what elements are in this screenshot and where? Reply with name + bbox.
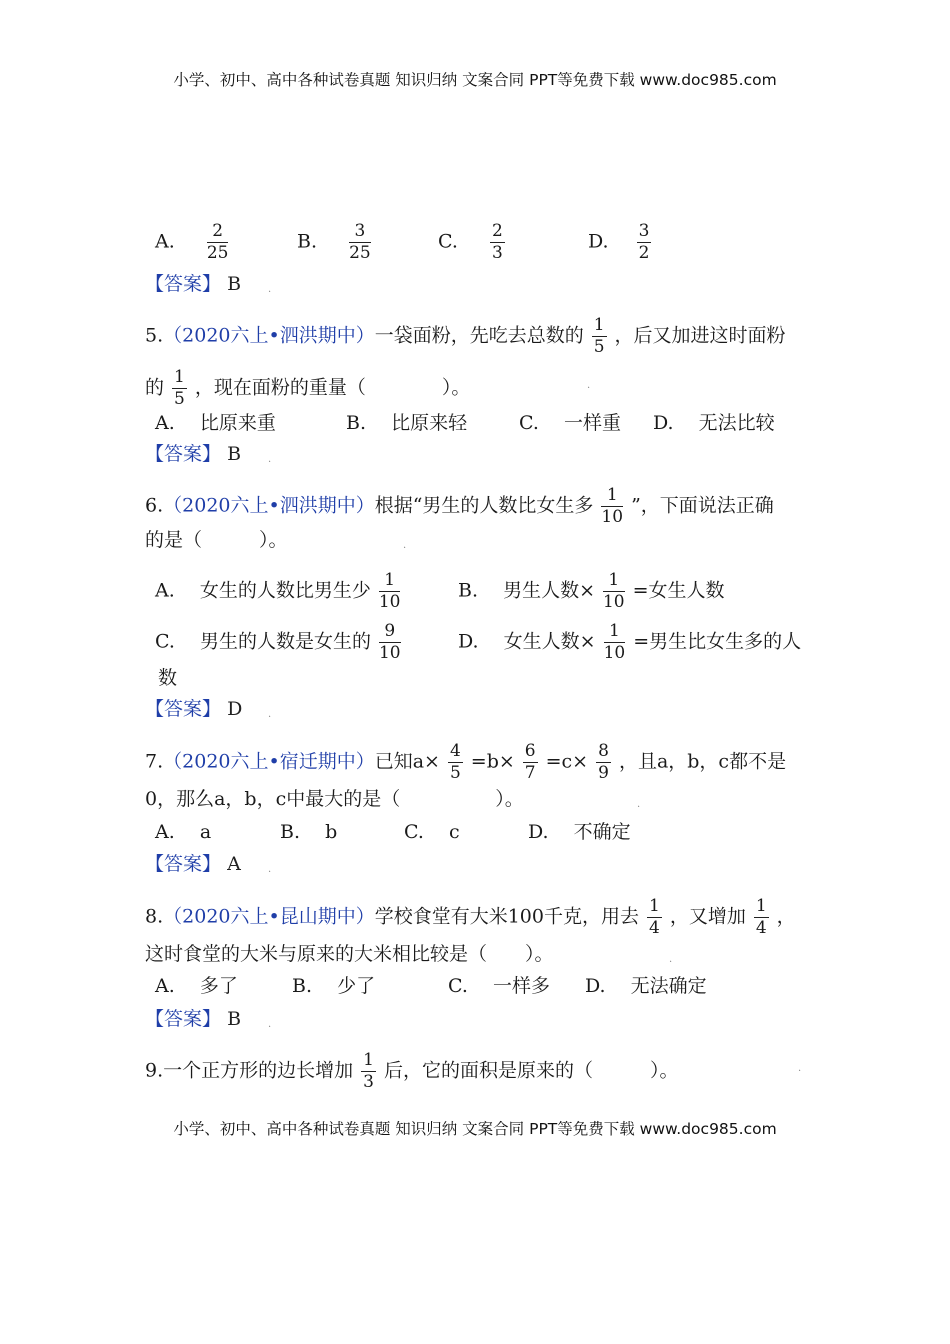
q8-line1: 8.（2020六上•昆山期中）学校食堂有大米100千克，用去 $\frac{1}{4}$ ，又增加 $\frac{1}{4}$ ， [145, 896, 796, 938]
fraction: $\frac{2}{3}$ [491, 221, 503, 263]
q6-answer: 【答案】 D [145, 698, 243, 720]
q6-option-b: B. 男生人数× $\frac{1}{10}$ =女生人数 [458, 570, 725, 612]
q7-answer: 【答案】 A [145, 853, 241, 875]
q5-line1: 5.（2020六上•泗洪期中）一袋面粉，先吃去总数的 $\frac{1}{5}$ ，后又加进这时面粉 [145, 315, 786, 357]
q6-option-a: A. 女生的人数比男生少 $\frac{1}{10}$ [155, 570, 401, 612]
q5-line2: 的 $\frac{1}{5}$ ，现在面粉的重量（ ）。 [145, 367, 471, 409]
q8-option-a: A. 多了 [155, 975, 238, 997]
q5-answer: 【答案】 B [145, 443, 242, 465]
fraction: $\frac{1}{5}$ [593, 315, 605, 357]
q7-option-a: A. a [155, 821, 212, 843]
fraction: $\frac{1}{4}$ [755, 896, 767, 938]
q5-option-b: B. 比原来轻 [346, 412, 468, 434]
q8-option-c: C. 一样多 [448, 975, 550, 997]
fraction: $\frac{9}{10}$ [378, 621, 401, 663]
q5-option-d: D. 无法比较 [653, 412, 775, 434]
q4-option-a: A. $\frac{2}{25}$ [155, 221, 229, 263]
fraction: $\frac{3}{25}$ [349, 221, 371, 263]
q4-answer: 【答案】 B [145, 273, 242, 295]
fraction: $\frac{1}{5}$ [174, 367, 185, 409]
q6-option-d-cont: 数 [158, 667, 178, 689]
q9-line1: 9.一个正方形的边长增加 $\frac{1}{3}$ 后，它的面积是原来的（ ）。 [145, 1050, 679, 1092]
fraction: $\frac{1}{3}$ [363, 1050, 374, 1092]
page-footer: 小学、初中、高中各种试卷真题 知识归纳 文案合同 PPT等免费下载 www.doc985.com [173, 1120, 777, 1138]
q8-option-d: D. 无法确定 [585, 975, 707, 997]
fraction: $\frac{1}{10}$ [602, 570, 625, 612]
q5-option-c: C. 一样重 [519, 412, 621, 434]
q6-line2: 的是（ ）。 [145, 529, 288, 551]
q8-answer: 【答案】 B [145, 1008, 242, 1030]
fraction: $\frac{6}{7}$ [524, 741, 536, 783]
q7-option-d: D. 不确定 [528, 821, 631, 843]
fraction: $\frac{8}{9}$ [598, 741, 609, 783]
q4-option-c: C. $\frac{2}{3}$ [438, 221, 503, 263]
q7-line2: 0，那么a，b，c中最大的是（ ）。 [145, 788, 524, 810]
q5-options: A. 比原来重 [155, 412, 276, 434]
q4-option-b: B. $\frac{3}{25}$ [297, 221, 371, 263]
q7-option-c: C. c [404, 821, 460, 843]
fraction: $\frac{2}{25}$ [206, 221, 229, 263]
q6-line1: 6.（2020六上•泗洪期中）根据“男生的人数比女生多 $\frac{1}{10}$ ”，下面说法正确 [145, 485, 774, 527]
q8-line2: 这时食堂的大米与原来的大米相比较是（ ）。 [145, 943, 554, 965]
q7-option-b: B. b [280, 821, 338, 843]
fraction: $\frac{1}{10}$ [601, 485, 624, 527]
fraction: $\frac{1}{10}$ [378, 570, 401, 612]
page-header: 小学、初中、高中各种试卷真题 知识归纳 文案合同 PPT等免费下载 www.doc985.com [173, 71, 777, 89]
fraction: $\frac{1}{10}$ [603, 621, 626, 663]
q7-line1: 7.（2020六上•宿迁期中）已知a× $\frac{4}{5}$ =b× $\frac{6}{7}$ =c× $\frac{8}{9}$ ，且a，b，c都不是 [145, 741, 787, 783]
q6-option-d: D. 女生人数× $\frac{1}{10}$ =男生比女生多的人 [458, 621, 802, 663]
fraction: $\frac{4}{5}$ [449, 741, 461, 783]
fraction: $\frac{1}{4}$ [648, 896, 660, 938]
fraction: $\frac{3}{2}$ [638, 221, 650, 263]
q6-option-c: C. 男生的人数是女生的 $\frac{9}{10}$ [155, 621, 401, 663]
q4-option-d: D. $\frac{3}{2}$ [588, 221, 650, 263]
q8-option-b: B. 少了 [292, 975, 376, 997]
